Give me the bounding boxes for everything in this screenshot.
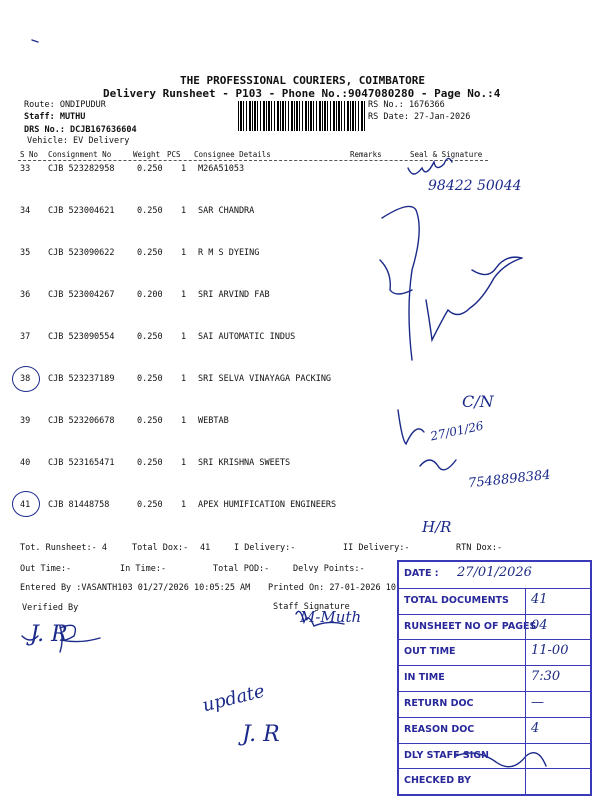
- mark-top-left: [32, 40, 38, 42]
- handwritten-initials-verified: J. R: [30, 622, 68, 647]
- signature-scribble-36: [472, 257, 522, 274]
- row-sno: 41: [20, 500, 31, 510]
- row-consignment: CJB 81448758: [48, 500, 110, 510]
- stamp-value: 27/01/2026: [457, 565, 532, 580]
- handwritten-staff-signature: M-Muth: [300, 608, 362, 626]
- row-weight: 0.250: [137, 374, 163, 384]
- row-weight: 0.250: [137, 500, 163, 510]
- col-consignment: Consignment No: [48, 150, 112, 159]
- stamp-divider: [525, 718, 526, 744]
- handwritten-date: 27/01/26: [429, 418, 485, 444]
- row-consignee: APEX HUMIFICATION ENGINEERS: [198, 500, 337, 510]
- row-sno: 39: [20, 416, 31, 426]
- stamp-row: [399, 743, 590, 770]
- stamp-label: TOTAL DOCUMENTS: [404, 594, 509, 606]
- row-sno: 40: [20, 458, 31, 468]
- signature-staff: [296, 611, 344, 626]
- signature-scribble-39: [398, 410, 424, 444]
- stamp-row: [399, 614, 590, 641]
- rs-no: RS No.: 1676366: [368, 100, 445, 110]
- row-pcs: 1: [181, 374, 187, 384]
- row-pcs: 1: [181, 500, 187, 510]
- stamp-divider: [525, 769, 526, 795]
- row-consignee: R M S DYEING: [198, 248, 260, 258]
- row-pcs: 1: [181, 416, 187, 426]
- stamp-value: 4: [531, 720, 540, 736]
- stamp-row: [399, 768, 590, 795]
- delivery-stamp: [397, 560, 592, 796]
- col-remarks: Remarks: [350, 150, 382, 159]
- handwritten-phone-2: 7548898384: [467, 467, 552, 492]
- tot-runsheet: Tot. Runsheet:- 4: [20, 543, 107, 553]
- row-sno: 38: [20, 374, 31, 384]
- stamp-value: 7:30: [531, 669, 561, 685]
- vehicle: Vehicle: EV Delivery: [27, 136, 130, 146]
- row-consignee: SAR CHANDRA: [198, 206, 255, 216]
- signature-long-curve: [382, 206, 419, 360]
- row-weight: 0.250: [137, 458, 163, 468]
- ii-delivery: II Delivery:-: [343, 543, 410, 553]
- printed-on: Printed On: 27-01-2026 10:: [268, 583, 402, 593]
- handwritten-initials-bottom: J. R: [242, 722, 280, 747]
- row-pcs: 1: [181, 206, 187, 216]
- row-consignment: CJB 523165471: [48, 458, 115, 468]
- total-pod: Total POD:-: [213, 564, 270, 574]
- stamp-divider: [525, 666, 526, 692]
- handwritten-cn: C/N: [462, 392, 494, 411]
- col-sno: S No: [20, 150, 39, 159]
- stamp-divider: [525, 640, 526, 666]
- stamp-label: IN TIME: [404, 672, 445, 684]
- row-pcs: 1: [181, 458, 187, 468]
- stamp-row: [399, 665, 590, 692]
- runsheet-subtitle: Delivery Runsheet - P103 - Phone No.:9047080280 - Page No.:4: [103, 87, 501, 100]
- stamp-divider: [525, 589, 526, 615]
- stamp-row: [399, 691, 590, 718]
- company-title: THE PROFESSIONAL COURIERS, COIMBATORE: [180, 74, 426, 87]
- staff: Staff: MUTHU: [24, 112, 86, 122]
- entered-by: Entered By :VASANTH103 01/27/2026 10:05:25 AM: [20, 583, 251, 593]
- row-weight: 0.200: [137, 290, 163, 300]
- row-sno: 33: [20, 164, 31, 174]
- row-sno: 35: [20, 248, 31, 258]
- col-consignee: Consignee Details: [194, 150, 271, 159]
- row-consignment: CJB 523004621: [48, 206, 115, 216]
- row-sno: 36: [20, 290, 31, 300]
- signature-curve-2: [380, 260, 412, 294]
- row-consignee: SRI KRISHNA SWEETS: [198, 458, 291, 468]
- signature-scribble-40: [420, 460, 456, 470]
- row-pcs: 1: [181, 164, 187, 174]
- stamp-label: DLY STAFF SIGN: [404, 749, 489, 761]
- stamp-label: CHECKED BY: [404, 775, 472, 787]
- handwritten-phone-1: 98422 50044: [428, 178, 522, 194]
- stamp-divider: [525, 744, 526, 770]
- row-sno: 37: [20, 332, 31, 342]
- total-dox-value: 41: [200, 543, 211, 553]
- stamp-value: —: [531, 695, 544, 710]
- handwritten-update: update: [200, 680, 267, 717]
- row-consignment: CJB 523090554: [48, 332, 115, 342]
- rs-date: RS Date: 27-Jan-2026: [368, 112, 471, 122]
- row-pcs: 1: [181, 332, 187, 342]
- row-pcs: 1: [181, 290, 187, 300]
- stamp-divider: [525, 615, 526, 641]
- col-weight: Weight: [133, 150, 161, 159]
- stamp-value: 04: [531, 617, 548, 633]
- stamp-row: [399, 639, 590, 666]
- total-dox-label: Total Dox:-: [132, 543, 189, 553]
- stamp-label: REASON DOC: [404, 723, 475, 735]
- row-weight: 0.250: [137, 332, 163, 342]
- col-pcs: PCS: [167, 150, 181, 159]
- row-consignee: SRI ARVIND FAB: [198, 290, 270, 300]
- row-consignee: SRI SELVA VINAYAGA PACKING: [198, 374, 332, 384]
- signature-scribble-37: [426, 258, 522, 340]
- row-sno: 34: [20, 206, 31, 216]
- in-time: In Time:-: [120, 564, 167, 574]
- row-consignment: CJB 523237189: [48, 374, 115, 384]
- signature-scribble-33: [408, 158, 452, 174]
- stamp-divider: [525, 692, 526, 718]
- row-consignee: WEBTAB: [198, 416, 229, 426]
- out-time: Out Time:-: [20, 564, 72, 574]
- stamp-label: RUNSHEET NO OF PAGES: [404, 620, 537, 632]
- stamp-value: 11-00: [531, 643, 569, 659]
- row-consignment: CJB 523206678: [48, 416, 115, 426]
- stamp-label: DATE :: [404, 568, 439, 579]
- row-weight: 0.250: [137, 206, 163, 216]
- stamp-label: RETURN DOC: [404, 698, 474, 709]
- row-consignment: CJB 523282958: [48, 164, 115, 174]
- staff-signature-label: Staff Signature: [273, 602, 350, 612]
- rtn-dox: RTN Dox:-: [456, 543, 503, 553]
- verified-by: Verified By: [22, 603, 79, 613]
- i-delivery: I Delivery:-: [234, 543, 296, 553]
- row-consignment: CJB 523004267: [48, 290, 115, 300]
- route: Route: ONDIPUDUR: [24, 100, 106, 110]
- row-weight: 0.250: [137, 248, 163, 258]
- stamp-row: [399, 562, 590, 588]
- delvy-points: Delvy Points:-: [293, 564, 365, 574]
- row-consignee: M26A51053: [198, 164, 245, 174]
- stamp-row: [399, 588, 590, 615]
- handwritten-hr: H/R: [422, 518, 452, 536]
- drs-no: DRS No.: DCJB167636604: [24, 125, 137, 135]
- signature-verified: [22, 625, 100, 652]
- stamp-row: [399, 717, 590, 744]
- stamp-label: OUT TIME: [404, 646, 456, 658]
- row-pcs: 1: [181, 248, 187, 258]
- row-weight: 0.250: [137, 416, 163, 426]
- stamp-value: 41: [531, 591, 548, 607]
- col-seal-signature: Seal & Signature: [410, 150, 483, 159]
- row-consignee: SAI AUTOMATIC INDUS: [198, 332, 296, 342]
- row-consignment: CJB 523090622: [48, 248, 115, 258]
- row-weight: 0.250: [137, 164, 163, 174]
